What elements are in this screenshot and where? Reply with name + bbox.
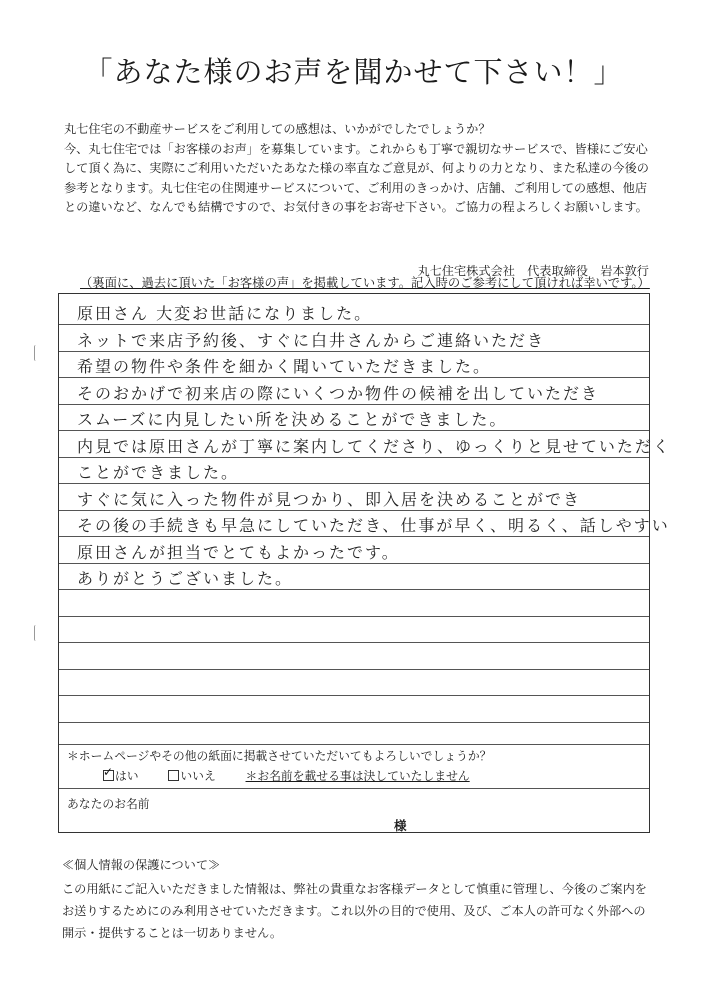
ruled-line: [59, 589, 649, 590]
ruled-line: [59, 616, 649, 617]
intro-paragraph: [64, 120, 664, 218]
no-checkbox[interactable]: [168, 770, 179, 781]
privacy-paragraph: [62, 878, 662, 944]
privacy-heading: ≪個人情報の保護について≫: [62, 858, 221, 872]
ruled-line: [59, 563, 649, 564]
name-privacy-note: ＊お名前を載せる事は決していたしません: [245, 769, 470, 783]
handwritten-line: 内見では原田さんが丁寧に案内してくださり、ゆっくりと見せていただく: [77, 437, 671, 456]
page-title: 「あなた様のお声を聞かせて下さい！」: [83, 55, 624, 89]
handwritten-line: ありがとうございました。: [77, 569, 294, 588]
handwritten-line: その後の手続きも早急にしていただき、仕事が早く、明るく、話しやすい: [77, 516, 670, 535]
ruled-line: [59, 744, 649, 745]
ruled-line: [59, 377, 649, 378]
intro-line: との違いなど、なんでも結構ですので、お気付きの事をお寄せ下さい。ご協力の程よろしくお願いします。: [64, 200, 648, 215]
intro-line: 丸七住宅の不動産サービスをご利用しての感想は、いかがでしたでしょうか？: [64, 122, 491, 136]
publish-consent-options: [103, 767, 470, 784]
honorific-suffix: 様: [394, 818, 407, 833]
privacy-line: 開示・提供することは一切ありません。: [62, 926, 283, 940]
intro-line: 今、丸七住宅では「お客様のお声」を募集しています。これからも丁寧で親切なサービスで、皆様にご安心: [64, 141, 648, 156]
yes-checkbox[interactable]: [103, 770, 114, 781]
privacy-line: この用紙にご記入いただきました情報は、弊社の貴重なお客様データとして慎重に管理し、今後のご案内を: [62, 882, 647, 896]
handwritten-line: 原田さんが担当でとてもよかったです。: [77, 543, 400, 562]
ruled-line: [59, 788, 649, 789]
handwritten-line: 希望の物件や条件を細かく聞いていただきました。: [77, 357, 492, 376]
handwritten-line: スムーズに内見したい所を決めることができました。: [77, 410, 508, 429]
privacy-line: お送りするためにのみ利用させていただきます。これ以外の目的で使用、及び、ご本人の許可なく外部への: [62, 904, 646, 918]
feedback-box: [58, 293, 671, 833]
ruled-line: [59, 324, 649, 325]
company-signature: 丸七住宅株式会社 代表取締役 岩本敦行: [417, 264, 649, 278]
ruled-line: [59, 536, 649, 537]
handwritten-line: ことができました。: [77, 463, 240, 482]
ruled-line: [59, 483, 649, 484]
handwritten-line: 原田さん 大変お世話になりました。: [77, 304, 373, 323]
handwritten-line: そのおかげで初来店の際にいくつか物件の候補を出していただき: [77, 384, 600, 403]
reference-note: （裏面に、過去に頂いた「お客様の声」を掲載しています。記入時のご参考にして頂ければ幸いです。）: [80, 276, 650, 290]
name-field-label: あなたのお名前: [67, 797, 150, 811]
ruled-line: [59, 404, 649, 405]
no-label: いいえ: [180, 769, 216, 783]
ruled-line: [59, 722, 649, 723]
ruled-line: [59, 430, 649, 431]
ruled-line: [59, 669, 649, 670]
handwritten-line: すぐに気に入った物件が見つかり、即入居を決めることができ: [77, 490, 582, 509]
ruled-line: [59, 457, 649, 458]
yes-label: はい: [115, 769, 139, 783]
punch-hole-mark: [34, 345, 38, 361]
ruled-line: [59, 351, 649, 352]
punch-hole-mark: [34, 625, 38, 641]
publish-consent-question: ＊ホームページやその他の紙面に掲載させていただいてもよろしいでしょうか？: [67, 749, 492, 763]
ruled-line: [59, 695, 649, 696]
handwritten-line: ネットで来店予約後、すぐに白井さんからご連絡いただき: [77, 331, 546, 350]
ruled-line: [59, 642, 649, 643]
intro-line: して頂く為に、実際にご利用いただいたあなた様の率直なご意見が、何よりの力となり、また私達の今後の: [64, 161, 649, 176]
ruled-line: [59, 510, 649, 511]
intro-line: 参考となります。丸七住宅の住関連サービスについて、ご利用のきっかけ、店舗、ご利用しての感想、他店: [64, 180, 648, 195]
